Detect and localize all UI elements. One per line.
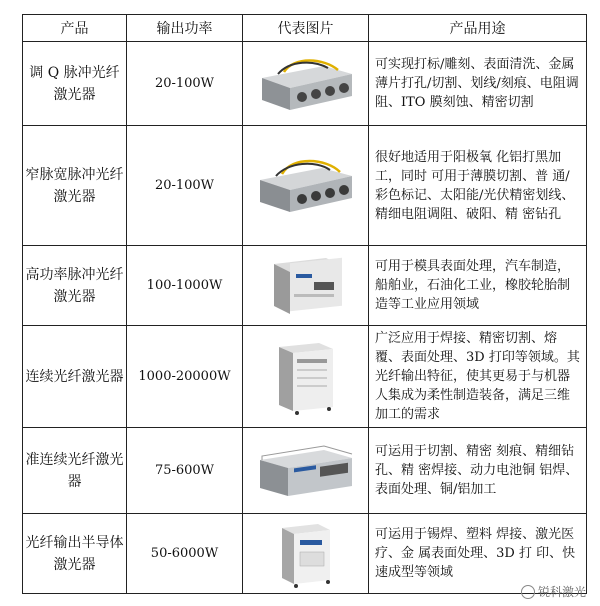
product-image-cell: [243, 428, 369, 514]
table-row: [23, 428, 587, 514]
diode-laser-image: [272, 518, 340, 590]
product-name: 准连续光纤激光器: [23, 428, 127, 514]
product-name: 调 Q 脉冲光纤激光器: [23, 42, 127, 126]
q-switched-laser-image: [254, 56, 358, 112]
table-row: [23, 246, 587, 326]
product-use: 可运用于切割、精密 刻痕、精细钻孔、精 密焊接、动力电池铜 铝焊、表面处理、铜/铝加工: [369, 428, 587, 514]
product-image-cell: [243, 326, 369, 428]
header-use: 产品用途: [369, 15, 587, 42]
product-use: 可用于模具表面处理，汽车制造，船舶业，石油化工业，橡胶轮胎制造等工业应用领域: [369, 246, 587, 326]
output-power: 100-1000W: [127, 246, 243, 326]
watermark: [521, 583, 586, 600]
high-power-pulse-laser-image: [264, 254, 348, 318]
product-name: 连续光纤激光器: [23, 326, 127, 428]
output-power: 1000-20000W: [127, 326, 243, 428]
product-image-cell: [243, 126, 369, 246]
product-image-cell: [243, 246, 369, 326]
header-image: 代表图片: [243, 15, 369, 42]
product-name: 高功率脉冲光纤激光器: [23, 246, 127, 326]
product-name: 光纤输出半导体激光器: [23, 514, 127, 594]
product-image-cell: [243, 514, 369, 594]
product-use: 很好地适用于阳极氧 化铝打黑加工，同时 可用于薄膜切割、普 通/彩色标记、太阳能/光伏精密划线、精细电阻调阻、破阳、精 密钻孔: [369, 126, 587, 246]
product-use: 可运用于锡焊、塑料 焊接、激光医疗、金 属表面处理、3D 打 印、快速成型等领域: [369, 514, 587, 594]
product-name: 窄脉宽脉冲光纤激光器: [23, 126, 127, 246]
output-power: 50-6000W: [127, 514, 243, 594]
product-use: 可实现打标/雕刻、表面清洗、金属薄片打孔/切割、划线/刻痕、电阻调阻、ITO 膜刻蚀、精密切割: [369, 42, 587, 126]
header-product: 产品: [23, 15, 127, 42]
table-header-row: [23, 15, 587, 42]
table-row: [23, 126, 587, 246]
laser-product-table: [22, 14, 587, 594]
header-power: 输出功率: [127, 15, 243, 42]
table-row: [23, 42, 587, 126]
product-image-cell: [243, 42, 369, 126]
narrow-pulse-laser-image: [254, 156, 358, 216]
output-power: 20-100W: [127, 126, 243, 246]
cw-fiber-laser-image: [271, 337, 341, 417]
table-row: [23, 326, 587, 428]
qcw-fiber-laser-image: [254, 440, 358, 502]
output-power: 20-100W: [127, 42, 243, 126]
table-row: [23, 514, 587, 594]
product-use: 广泛应用于焊接、精密切割、熔覆、表面处理、3D 打印等领域。其光纤输出特征，使其更易于与机器人集成为柔性制造装备，满足三维加工的需求: [369, 326, 587, 428]
wechat-logo-icon: [521, 585, 535, 599]
watermark-text: 锐科激光: [537, 585, 586, 599]
output-power: 75-600W: [127, 428, 243, 514]
